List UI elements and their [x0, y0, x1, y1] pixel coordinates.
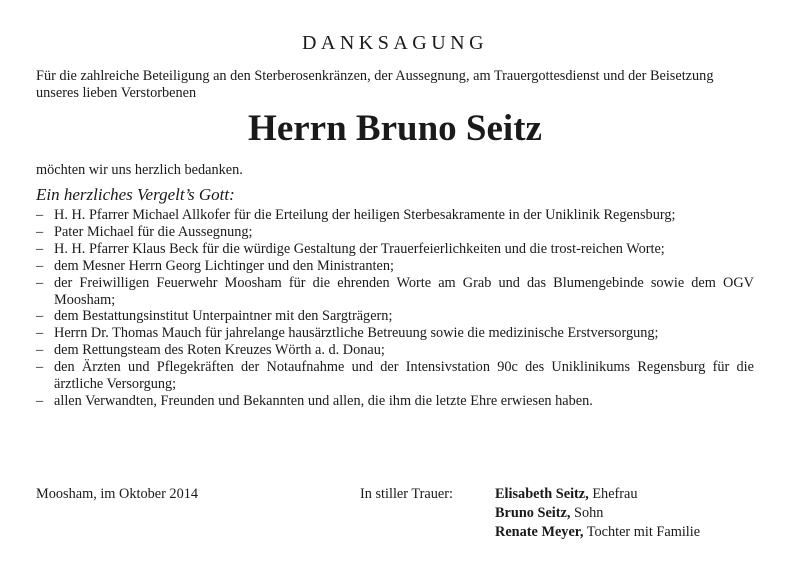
list-item-text: allen Verwandten, Freunden und Bekannten und allen, die ihm die letzte Ehre erwiesen haben.: [54, 392, 593, 409]
mourner-name: Bruno Seitz,: [495, 505, 571, 521]
notice-title: DANKSAGUNG: [301, 32, 489, 54]
list-item: [36, 241, 754, 258]
mourners-list: [495, 485, 700, 542]
list-item-text: dem Rettungsteam des Roten Kreuzes Wörth a. d. Donau;: [54, 342, 385, 359]
place-date: Moosham, im Oktober 2014: [36, 486, 199, 502]
bullet-dash: –: [36, 274, 44, 291]
bullet-dash: –: [36, 207, 44, 223]
mourner-entry: [495, 485, 700, 504]
bullet-dash: –: [36, 308, 44, 325]
mourner-entry: [495, 523, 700, 542]
list-item: [36, 224, 754, 241]
bullet-dash: –: [36, 359, 44, 376]
list-item-text: den Ärzten und Pflegekräften der Notaufnahme und der Intensivstation 90c des Uniklinikums Regensburg für die ärztliche Versorgung;: [54, 359, 754, 393]
bullet-dash: –: [36, 342, 44, 359]
thanks-line: möchten wir uns herzlich bedanken.: [36, 162, 243, 178]
list-item: [36, 325, 754, 342]
list-item: [36, 359, 754, 393]
list-item: [36, 393, 754, 410]
bullet-dash: –: [36, 325, 44, 342]
bullet-dash: –: [36, 240, 44, 257]
list-item-text: dem Mesner Herrn Georg Lichtinger und den Ministranten;: [54, 257, 394, 274]
list-item-text: H. H. Pfarrer Klaus Beck für die würdige Gestaltung der Trauerfeierlichkeiten und die trost-reichen Worte;: [54, 240, 665, 257]
bullet-dash: –: [36, 223, 44, 240]
list-item-text: dem Bestattungsinstitut Unterpaintner mit den Sargträgern;: [54, 308, 393, 325]
subheading: Ein herzliches Vergelt’s Gott:: [36, 185, 235, 204]
mourning-label: In stiller Trauer:: [360, 486, 453, 502]
mourner-name: Renate Meyer,: [495, 524, 584, 540]
list-item-text: Herrn Dr. Thomas Mauch für jahrelange hausärztliche Betreuung sowie die medizinische Erstversorgung;: [54, 325, 659, 342]
deceased-name: Herrn Bruno Seitz: [248, 108, 542, 149]
mourner-relation: Ehefrau: [592, 486, 638, 502]
bullet-dash: –: [36, 257, 44, 274]
list-item-text: Pater Michael für die Aussegnung;: [54, 223, 253, 240]
list-item: [36, 275, 754, 309]
mourner-relation: Tochter mit Familie: [586, 524, 701, 540]
mourner-name: Elisabeth Seitz,: [495, 486, 589, 502]
list-item: [36, 342, 754, 359]
list-item: [36, 308, 754, 325]
intro-paragraph: Für die zahlreiche Beteiligung an den Sterberosenkränzen, der Aussegnung, am Trauergottesdienst und der Beisetzung unseres lieben Verstorbenen: [36, 68, 714, 101]
list-item: [36, 258, 754, 275]
mourner-relation: Sohn: [574, 505, 604, 521]
list-item: [36, 207, 754, 224]
list-item-text: der Freiwilligen Feuerwehr Moosham für die ehrenden Worte am Grab und das Blumengebinde sowie dem OGV Moosham;: [54, 274, 754, 308]
list-item-text: H. H. Pfarrer Michael Allkofer für die Erteilung der heiligen Sterbesakramente in der Uniklinik Regensburg;: [54, 207, 676, 223]
thanks-list: [36, 207, 754, 410]
mourner-entry: [495, 504, 700, 523]
bullet-dash: –: [36, 392, 44, 409]
